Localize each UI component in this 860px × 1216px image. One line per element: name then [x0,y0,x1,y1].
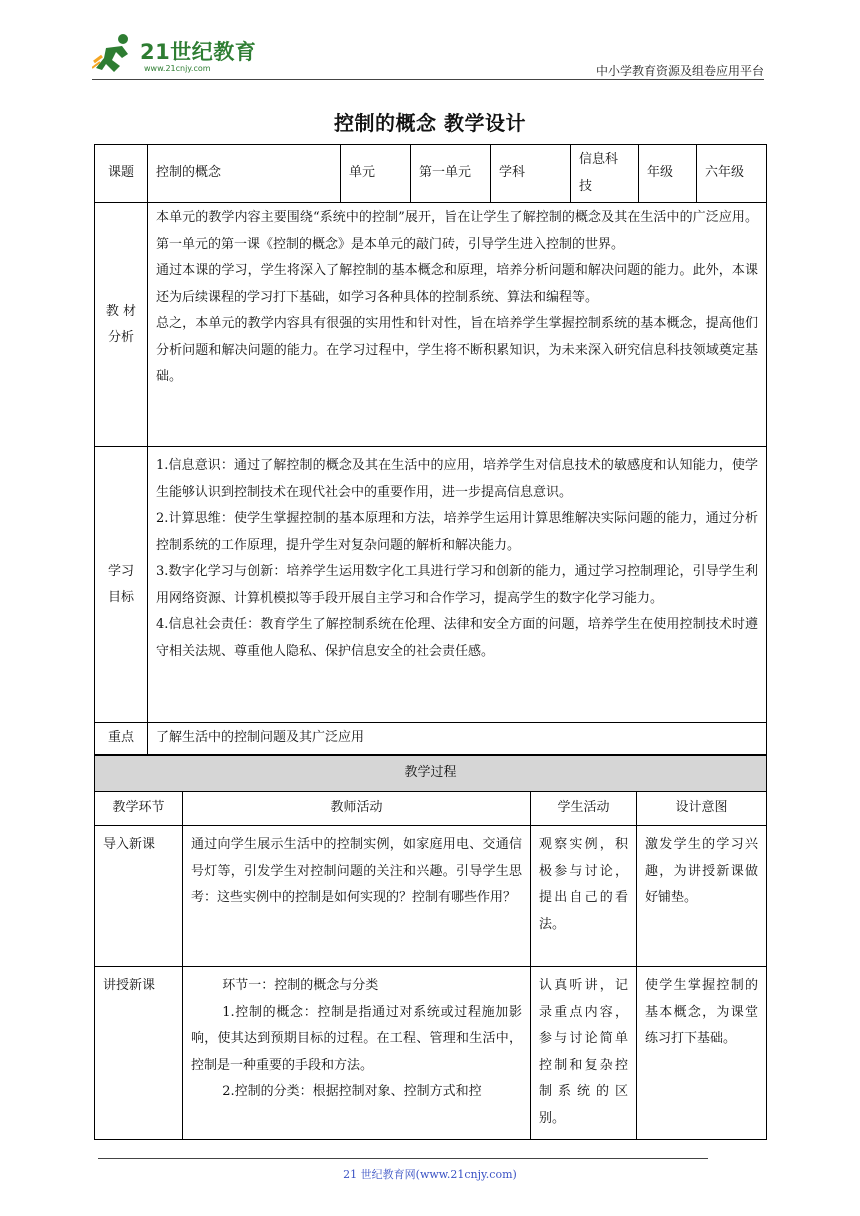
goal-item: 1.信息意识：通过了解控制的概念及其在生活中的应用，培养学生对信息技术的敏感度和认知能力，使学生能够认识到控制技术在现代社会中的重要作用，进一步提高信息意识。 [156,458,758,500]
teacher-line: 2.控制的分类：根据控制对象、控制方式和控 [222,1084,482,1099]
material-analysis-content [148,203,767,447]
running-figure-icon [92,32,138,76]
document-title: 控制的概念 教学设计 [334,111,526,135]
footer-divider [98,1158,708,1159]
teacher-activity: 通过向学生展示生活中的控制实例，如家庭用电、交通信号灯等，引发学生对控制问题的关注和兴趣。引导学生思考：这些实例中的控制是如何实现的？控制有哪些作用？ [183,826,531,967]
goal-item: 3.数字化学习与创新：培养学生运用数字化工具进行学习和创新的能力，通过学习控制理论，引导学生利用网络资源、计算机模拟等手段开展自主学习和合作学习，提高学生的数字化学习能力。 [156,564,758,606]
unit-value: 第一单元 [411,145,491,203]
stage-cell: 导入新课 [95,826,183,967]
goal-item: 4.信息社会责任：教育学生了解控制系统在伦理、法律和安全方面的问题，培养学生在使用控制技术时遵守相关法规、尊重他人隐私、保护信息安全的社会责任感。 [156,617,758,659]
page-header [92,30,764,80]
topic-label: 课题 [95,145,148,203]
subject-label: 学科 [491,145,571,203]
logo-text: 21世纪教育 [140,40,257,64]
lesson-info-table [94,144,767,786]
subject-value: 信息科技 [571,145,639,203]
design-intent: 使学生掌握控制的基本概念，为课堂练习打下基础。 [637,967,767,1140]
site-logo[interactable] [92,30,262,78]
key-point-label: 重点 [95,723,148,755]
unit-label: 单元 [341,145,411,203]
column-header: 教师活动 [183,792,531,826]
column-header: 学生活动 [531,792,637,826]
grade-value: 六年级 [697,145,767,203]
logo-url: www.21cnjy.com [144,64,211,73]
footer-link[interactable]: 21 世纪教育网(www.21cnjy.com) [343,1168,517,1181]
paragraph: 本单元的教学内容主要围绕“系统中的控制”展开，旨在让学生了解控制的概念及其在生活中的广泛应用。第一单元的第一课《控制的概念》是本单元的敲门砖，引导学生进入控制的世界。 [156,210,758,252]
column-header: 设计意图 [637,792,767,826]
learning-goals-label: 学习 目标 [95,447,148,723]
process-title: 教学过程 [95,756,767,792]
student-activity: 观察实例，积极参与讨论，提出自己的看法。 [531,826,637,967]
paragraph: 总之，本单元的教学内容具有很强的实用性和针对性，旨在培养学生掌握控制系统的基本概念，提高他们分析问题和解决问题的能力。在学习过程中，学生将不断积累知识，为未来深入研究信息科技领域奠定基础。 [156,316,758,384]
header-divider [92,79,764,80]
topic-value: 控制的概念 [148,145,341,203]
teacher-activity [183,967,531,1140]
material-analysis-label: 教 材 分析 [95,203,148,447]
teacher-line: 1.控制的概念：控制是指通过对系统或过程施加影响，使其达到预期目标的过程。在工程、管理和生活中，控制是一种重要的手段和方法。 [191,1004,522,1073]
grade-label: 年级 [639,145,697,203]
platform-name: 中小学教育资源及组卷应用平台 [595,64,764,78]
learning-goals-content [148,447,767,723]
goal-item: 2.计算思维：使学生掌握控制的基本原理和方法，培养学生运用计算思维解决实际问题的能力，通过分析控制系统的工作原理，提升学生对复杂问题的解析和解决能力。 [156,511,758,553]
teacher-line: 环节一：控制的概念与分类 [222,978,379,993]
student-activity: 认真听讲，记录重点内容，参与讨论简单控制和复杂控制系统的区别。 [531,967,637,1140]
column-header: 教学环节 [95,792,183,826]
design-intent: 激发学生的学习兴趣，为讲授新课做好铺垫。 [637,826,767,967]
paragraph: 通过本课的学习，学生将深入了解控制的基本概念和原理，培养分析问题和解决问题的能力。此外，本课还为后续课程的学习打下基础，如学习各种具体的控制系统、算法和编程等。 [156,263,758,305]
stage-cell: 讲授新课 [95,967,183,1140]
teaching-process-table [94,755,767,1140]
key-point-value: 了解生活中的控制问题及其广泛应用 [148,723,767,755]
